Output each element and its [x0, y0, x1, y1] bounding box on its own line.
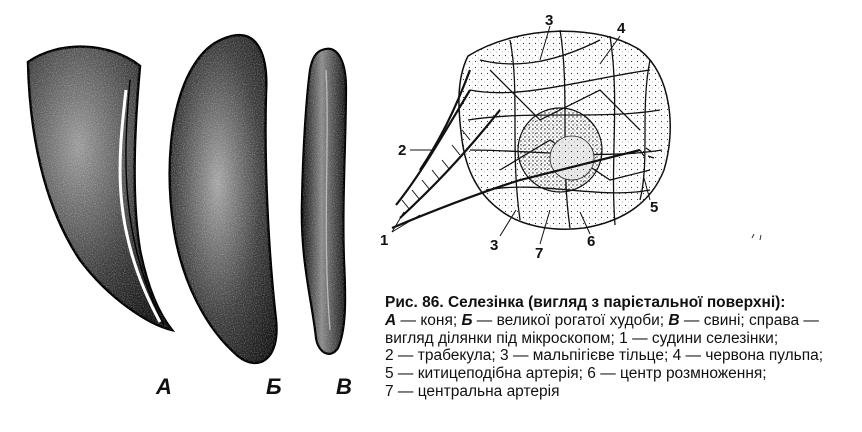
caption-line-2: вигляд ділянки під мікроскопом; 1 — судини селезінки; — [385, 329, 779, 347]
stray-marks — [752, 234, 761, 240]
caption-text-c: — свині; справа — — [679, 311, 819, 329]
caption-title: Рис. 86. Селезінка (вигляд з парієтальної поверхні): — [385, 294, 786, 311]
microscopic-section-drawing — [392, 30, 670, 229]
label-spleen-horse: А — [156, 374, 172, 399]
caption-letter-c: В — [668, 311, 680, 329]
caption-letter-a: А — [385, 311, 397, 329]
caption-letter-b: Б — [461, 311, 473, 329]
spleen-horse-drawing — [28, 47, 172, 330]
callout-6: 6 — [587, 233, 596, 250]
label-spleen-pig: В — [336, 374, 352, 399]
caption-text-b: — великої рогатої худоби; — [472, 311, 669, 329]
callout-5: 5 — [650, 199, 659, 216]
callout-1: 1 — [380, 232, 389, 249]
caption-line-1 — [385, 312, 855, 330]
caption-line-5: 7 — центральна артерія — [385, 382, 560, 400]
caption-line-4: 5 — китицеподібна артерія; 6 — центр розмноження; — [385, 365, 767, 383]
callout-3-bottom: 3 — [490, 237, 499, 254]
callout-7: 7 — [535, 245, 544, 262]
caption-text-a: — коня; — [396, 311, 462, 329]
figure-caption — [385, 294, 855, 401]
spleen-cattle-drawing — [170, 35, 277, 363]
callout-4: 4 — [617, 20, 626, 37]
callout-3-top: 3 — [545, 12, 554, 29]
caption-line-3: 2 — трабекула; 3 — мальпігієве тільце; 4 — червона пульпа; — [385, 347, 824, 365]
label-spleen-cattle: Б — [266, 374, 282, 399]
callout-2: 2 — [398, 142, 407, 159]
spleen-pig-drawing — [302, 49, 346, 354]
